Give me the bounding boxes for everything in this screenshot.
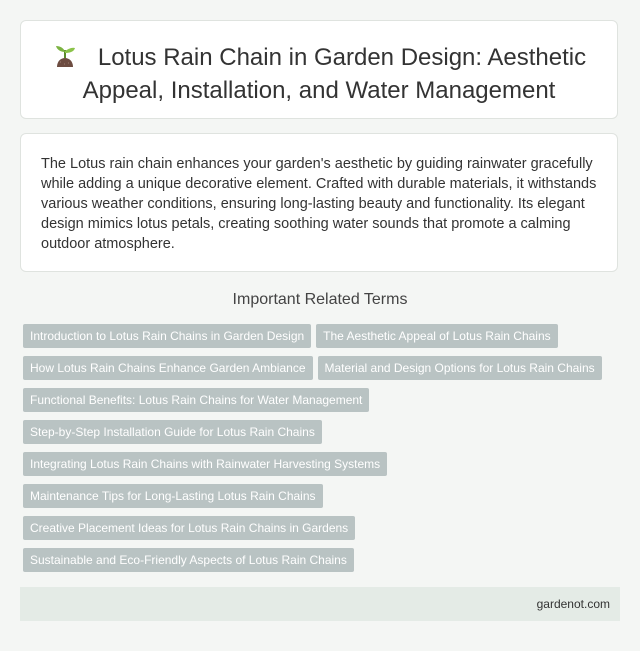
summary-text: The Lotus rain chain enhances your garden's aesthetic by guiding rainwater gracefully while adding a unique decorative element. Crafted with durable materials, it withstands various weather conditions, ensuring long-lasting beauty and functionality. Its elegant design mimics lotus petals, creating soothing water sounds that promote a calming outdoor atmosphere.	[41, 156, 597, 252]
tag-row	[23, 420, 613, 444]
related-term-tag[interactable]: Maintenance Tips for Long-Lasting Lotus Rain Chains	[23, 484, 323, 508]
related-terms-list	[23, 324, 613, 580]
footer	[20, 587, 620, 621]
summary-card	[20, 133, 618, 272]
tag-row	[23, 388, 613, 412]
related-terms-heading: Important Related Terms	[232, 291, 408, 308]
tag-row	[23, 356, 613, 380]
related-term-tag[interactable]: Sustainable and Eco-Friendly Aspects of Lotus Rain Chains	[23, 548, 354, 572]
footer-site-link[interactable]: gardenot.com	[536, 597, 610, 611]
page-title	[41, 43, 597, 105]
related-term-tag[interactable]: Introduction to Lotus Rain Chains in Garden Design	[23, 324, 311, 348]
related-term-tag[interactable]: Integrating Lotus Rain Chains with Rainwater Harvesting Systems	[23, 452, 387, 476]
related-term-tag[interactable]: Creative Placement Ideas for Lotus Rain Chains in Gardens	[23, 516, 355, 540]
related-term-tag[interactable]: How Lotus Rain Chains Enhance Garden Ambiance	[23, 356, 313, 380]
page-title-text: Lotus Rain Chain in Garden Design: Aesthetic Appeal, Installation, and Water Management	[82, 44, 587, 104]
tag-row	[23, 452, 613, 476]
tag-row	[23, 484, 613, 508]
related-term-tag[interactable]: Material and Design Options for Lotus Rain Chains	[318, 356, 602, 380]
sprout-icon	[52, 43, 78, 76]
title-card	[20, 20, 618, 119]
tag-row	[23, 324, 613, 348]
related-term-tag[interactable]: Step-by-Step Installation Guide for Lotus Rain Chains	[23, 420, 322, 444]
related-term-tag[interactable]: Functional Benefits: Lotus Rain Chains for Water Management	[23, 388, 369, 412]
related-term-tag[interactable]: The Aesthetic Appeal of Lotus Rain Chains	[316, 324, 557, 348]
tag-row	[23, 516, 613, 540]
tag-row	[23, 548, 613, 572]
